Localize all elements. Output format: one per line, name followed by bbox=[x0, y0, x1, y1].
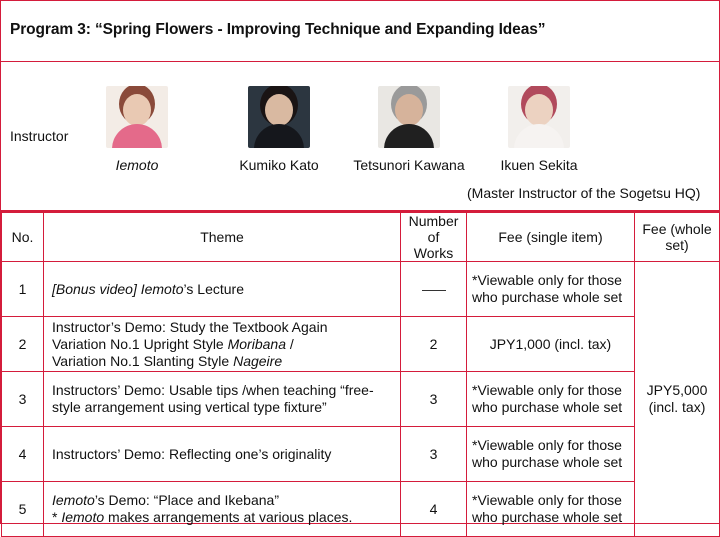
instructor-iemoto bbox=[77, 86, 197, 173]
theme-italic: Iemoto bbox=[52, 492, 95, 508]
theme-text: Instructor’s Demo: Study the Textbook Again bbox=[52, 318, 328, 335]
row-no: 1 bbox=[2, 262, 44, 317]
theme-italic: Moribana bbox=[227, 335, 286, 352]
row-theme: Instructors’ Demo: Usable tips /when teaching “free-style arrangement using vertical type fixture” bbox=[44, 372, 401, 427]
row-no: 5 bbox=[2, 482, 44, 537]
theme-italic: Iemoto bbox=[61, 509, 105, 525]
table-row bbox=[2, 427, 720, 482]
table-row bbox=[2, 262, 720, 317]
row-no: 3 bbox=[2, 372, 44, 427]
table-row bbox=[2, 482, 720, 537]
row-theme bbox=[44, 262, 401, 317]
whole-fee-amount: JPY5,000 bbox=[646, 382, 708, 398]
row-works bbox=[401, 262, 467, 317]
instructor-tetsunori-kawana bbox=[349, 86, 469, 173]
header-fee-whole: Fee (whole set) bbox=[635, 213, 720, 262]
table-row bbox=[2, 372, 720, 427]
portrait-photo bbox=[508, 86, 570, 148]
theme-text: ’s Demo: “Place and Ikebana” bbox=[94, 492, 279, 508]
row-theme bbox=[44, 317, 401, 372]
whole-set-fee bbox=[635, 262, 720, 537]
portrait-photo bbox=[106, 86, 168, 148]
instructor-label: Instructor bbox=[10, 128, 69, 144]
instructor-name: Tetsunori Kawana bbox=[353, 157, 465, 173]
header-no: No. bbox=[2, 213, 44, 262]
row-no: 2 bbox=[2, 317, 44, 372]
row-works: 2 bbox=[401, 317, 467, 372]
instructor-name: Iemoto bbox=[115, 157, 159, 173]
portrait-photo bbox=[378, 86, 440, 148]
row-fee: *Viewable only for those who purchase whole set bbox=[467, 482, 635, 537]
instructor-kumiko-kato bbox=[219, 86, 339, 173]
title-row bbox=[1, 1, 719, 62]
row-fee: *Viewable only for those who purchase whole set bbox=[467, 372, 635, 427]
row-theme bbox=[44, 482, 401, 537]
theme-text: * bbox=[52, 509, 62, 525]
theme-italic: [Bonus video] Iemoto bbox=[52, 280, 184, 297]
theme-text: Variation No.1 Upright Style bbox=[52, 335, 228, 352]
empty-dash bbox=[422, 290, 446, 291]
table-header-row bbox=[2, 213, 720, 262]
row-theme: Instructors’ Demo: Reflecting one’s originality bbox=[44, 427, 401, 482]
header-fee-single: Fee (single item) bbox=[467, 213, 635, 262]
program-title: Program 3: “Spring Flowers - Improving Technique and Expanding Ideas” bbox=[10, 21, 546, 38]
row-fee: *Viewable only for those who purchase whole set bbox=[467, 427, 635, 482]
program-table bbox=[1, 212, 720, 537]
row-works: 3 bbox=[401, 372, 467, 427]
theme-text: / bbox=[285, 335, 294, 352]
theme-text: makes arrangements at various places. bbox=[104, 509, 353, 525]
portrait-photo bbox=[248, 86, 310, 148]
header-works: Number of Works bbox=[401, 213, 467, 262]
theme-italic: Nageire bbox=[233, 352, 283, 369]
instructor-name: Ikuen Sekita bbox=[500, 157, 578, 173]
row-works: 3 bbox=[401, 427, 467, 482]
row-fee: JPY1,000 (incl. tax) bbox=[467, 317, 635, 372]
table-row bbox=[2, 317, 720, 372]
header-theme: Theme bbox=[44, 213, 401, 262]
instructor-ikuen-sekita bbox=[479, 86, 599, 173]
theme-text: ’s Lecture bbox=[183, 280, 244, 297]
master-note: (Master Instructor of the Sogetsu HQ) bbox=[467, 185, 701, 201]
instructor-row bbox=[1, 62, 719, 212]
row-fee: *Viewable only for those who purchase whole set bbox=[467, 262, 635, 317]
whole-fee-tax: (incl. tax) bbox=[648, 399, 706, 415]
instructor-name: Kumiko Kato bbox=[239, 157, 319, 173]
row-works: 4 bbox=[401, 482, 467, 537]
theme-text: Variation No.1 Slanting Style bbox=[52, 352, 234, 369]
row-no: 4 bbox=[2, 427, 44, 482]
